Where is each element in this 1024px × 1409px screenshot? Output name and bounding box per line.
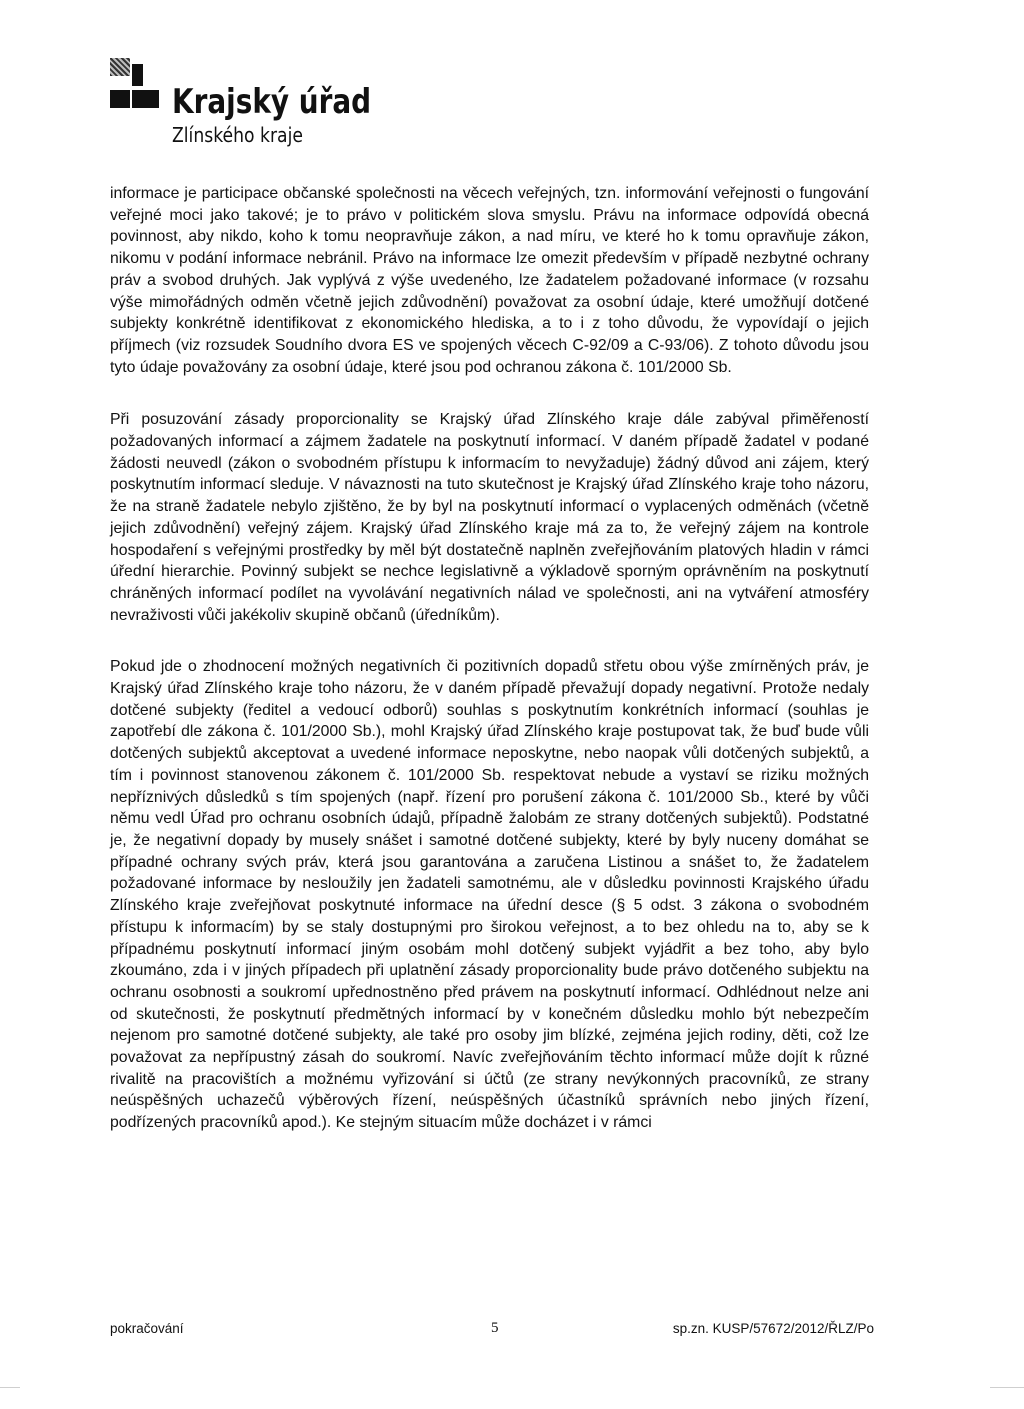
- document-body: [110, 183, 869, 1162]
- paragraph-3: Pokud jde o zhodnocení možných negativních či pozitivních dopadů střetu obou výše zmírněných práv, je Krajský úřad Zlínského kraje toho názoru, že v daném případě převažují dopady negativní. Protože nedaly dotčené subjekty (ředitel a vedoucí odborů) souhlas s poskytnutím konkrétních informací (souhlas je zapotřebí dle zákona č. 101/2000 Sb.), mohl Krajský úřad Zlínského kraje postupovat tak, že buď bude vůli dotčených subjektů akceptovat a uvedené informace neposkytne, nebo naopak vůli dotčených subjektů, a tím i povinnost stanovenou zákonem č. 101/2000 Sb. respektovat nebude a vystaví se riziku možných nepříznivých důsledků s tím spojených (např. řízení pro porušení zákona č. 101/2000 Sb., které by vůči němu vedl Úřad pro ochranu osobních údajů, případně žalobám ze strany dotčených subjektů). Podstatné je, že negativní dopady by musely snášet i samotné dotčené subjekty, které by byly nuceny domáhat se případné ochrany svých práv, která jsou garantována a zaručena Listinou a snášet to, že žadatelem požadované informace by nesloužily jen žadateli samotnému, ale v důsledku povinnosti Krajského úřadu Zlínského kraje zveřejňovat poskytnuté informace na úřední desce (§ 5 odst. 3 zákona o svobodném přístupu k informacím) by se staly dostupnými pro širokou veřejnost, a to bez ohledu na to, aby se k případnému poskytnutí informací jiným osobám mohl dotčený subjekt vyjádřit a bez toho, aby bylo zkoumáno, zda i v jiných případech při uplatnění zásady proporcionality bude právo dotčeného subjektu na ochranu osobnosti a soukromí upřednostněno před právem na poskytnutí informací. Odhlédnout nelze ani od skutečnosti, že poskytnutí předmětných informací by v konečném důsledku mohlo být nebezpečím nejenom pro samotné dotčené subjekty, ale také pro osoby jim blízké, zejména jejich rodiny, děti, což lze považovat za nepřípustný zásah do soukromí. Navíc zveřejňováním těchto informací může dojít k různé rivalitě na pracovištích a možnému vyřizování si účtů (ze strany nevýkonných pracovníků, ze strany neúspěšných uchazečů výběrových řízení, neúspěšných účastníků správních nebo jiných řízení, podřízených pracovníků apod.). Ke stejným situacím může docházet i v rámci: [110, 658, 869, 1132]
- header-logo: [84, 58, 504, 148]
- continuation-label: pokračování: [110, 1321, 184, 1336]
- page-footer: [110, 1321, 874, 1341]
- logo-right-square: [132, 90, 159, 108]
- paragraph-1: informace je participace občanské společnosti na věcech veřejných, tzn. informování veřejnosti o fungování veřejné moci jako takové; je to právo v politickém slova smyslu. Právu na informace odpovídá obecná povinnost, aby nikdo, koho k tomu neopravňuje zákon, a nad míru, ve které ho k tomu opravňuje zákon, nikomu v podání informace nebránil. Právo na informace lze omezit především v případě nezbytné ochrany práv a svobod druhých. Jak vyplývá z výše uvedeného, lze žadatelem požadované informace (v rozsahu výše mimořádných odměn včetně jejich zdůvodnění) považovat za osobní údaje, které umožňují dotčené subjekty konkrétně identifikovat z ekonomického hlediska, a to i z toho důvodu, že vypovídají o jejich příjmech (viz rozsudek Soudního dvora ES ve spojených věcech C-92/09 a C-93/06). Z tohoto důvodu jsou tyto údaje považovány za osobní údaje, které jsou pod ochranou zákona č. 101/2000 Sb.: [110, 185, 869, 376]
- file-reference: sp.zn. KUSP/57672/2012/ŘLZ/Po: [672, 1321, 874, 1336]
- logo-speckle-square: [110, 58, 130, 76]
- organization-subtitle: Zlínského kraje: [172, 123, 303, 147]
- logo-tall-square: [132, 64, 143, 86]
- page-number: 5: [491, 1320, 499, 1336]
- logo-left-square: [110, 90, 130, 108]
- logo-icon: [84, 58, 159, 114]
- scan-artifact-line: [0, 1387, 20, 1388]
- paragraph-2: Při posuzování zásady proporcionality se Krajský úřad Zlínského kraje dále zabýval přiměřeností požadovaných informací a zájmem žadatele na poskytnutí informací. V daném případě žadatel v podané žádosti neuvedl (zákon o svobodném přístupu k informacím to nevyžaduje) žádný důvod ani zájem, který poskytnutím informací sleduje. V návaznosti na tuto skutečnost je Krajský úřad Zlínského kraje toho názoru, že na straně žadatele nebylo zjištěno, že by byl na poskytnutí informací o vyplacených odměnách (včetně jejich zdůvodnění) veřejný zájem. Krajský úřad Zlínského kraje má za to, že veřejný zájem na kontrole hospodaření s veřejnými prostředky by měl být dostatečně naplněn zveřejňováním platových hladin v rámci úřední hierarchie. Povinný subjekt se nechce legislativně a výkladově sporným oprávněním na poskytnutí chráněných informací podílet na vyvolávání negativních nálad ve společnosti, ani na vytváření atmosféry nevraživosti vůči jakékoliv skupině občanů (úředníkům).: [110, 411, 869, 624]
- organization-name: Krajský úřad: [172, 82, 372, 122]
- scan-artifact-line: [990, 1387, 1024, 1388]
